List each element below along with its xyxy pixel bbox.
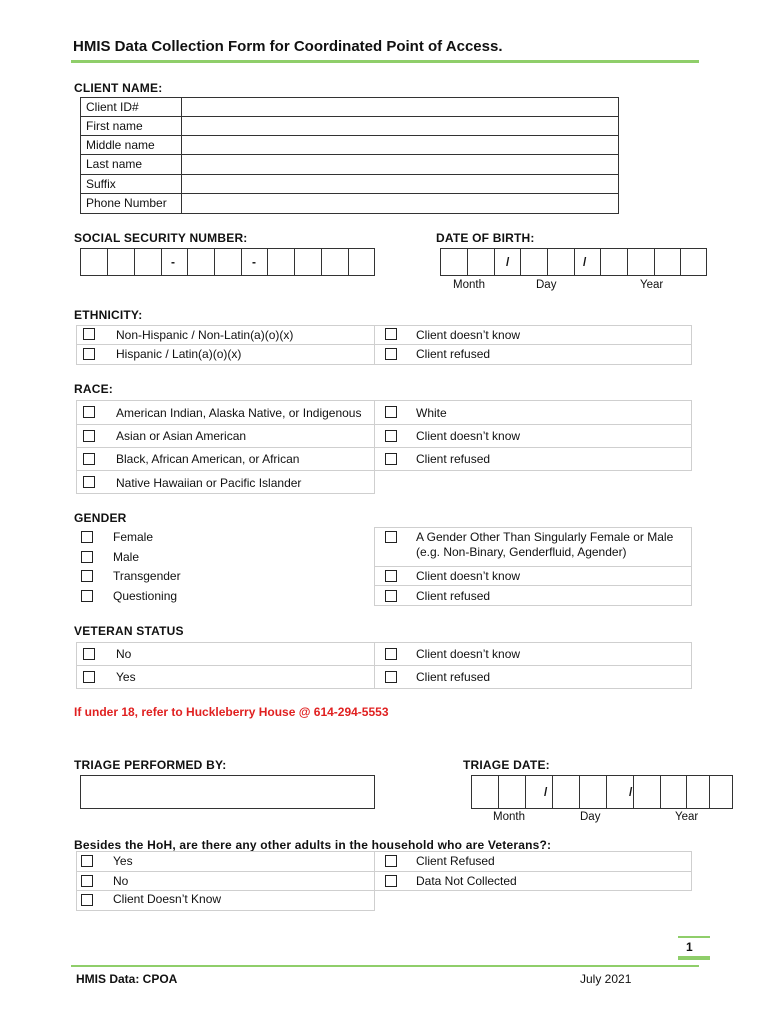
triage-year-caption: Year bbox=[675, 811, 699, 823]
race-black-label: Black, African American, or African bbox=[116, 452, 300, 466]
race-pacific-islander-checkbox[interactable] bbox=[83, 476, 95, 488]
race-american-indian-checkbox[interactable] bbox=[83, 406, 95, 418]
dob-separator-1: / bbox=[506, 255, 510, 269]
page-number: 1 bbox=[686, 940, 693, 954]
veteran-yes-checkbox[interactable] bbox=[83, 671, 95, 683]
race-white-checkbox[interactable] bbox=[385, 406, 397, 418]
gender-other-label: A Gender Other Than Singularly Female or Male bbox=[416, 530, 674, 544]
dob-separator-2: / bbox=[583, 255, 587, 269]
gender-other-checkbox[interactable] bbox=[385, 531, 397, 543]
dob-field[interactable] bbox=[440, 248, 707, 276]
triage-day-caption: Day bbox=[580, 811, 601, 823]
race-black-checkbox[interactable] bbox=[83, 453, 95, 465]
triage-performed-by-field[interactable] bbox=[80, 775, 375, 809]
veteran-refused-checkbox[interactable] bbox=[385, 671, 397, 683]
veteran-no-label: No bbox=[116, 647, 132, 661]
gender-refused-checkbox[interactable] bbox=[385, 590, 397, 602]
triage-date-separator-1: / bbox=[544, 785, 548, 799]
first-name-field[interactable] bbox=[182, 117, 618, 135]
gender-transgender-label: Transgender bbox=[113, 569, 181, 583]
race-doesnt-know-label: Client doesn’t know bbox=[416, 429, 521, 443]
ssn-separator-1: - bbox=[171, 255, 175, 269]
household-no-checkbox[interactable] bbox=[81, 875, 93, 887]
client-id-field[interactable] bbox=[182, 98, 618, 116]
gender-female-checkbox[interactable] bbox=[81, 531, 93, 543]
ssn-field[interactable] bbox=[80, 248, 375, 276]
gender-questioning-checkbox[interactable] bbox=[81, 590, 93, 602]
ethnicity-doesnt-know-label: Client doesn’t know bbox=[416, 328, 521, 342]
phone-number-field[interactable] bbox=[182, 194, 618, 213]
last-name-label: Last name bbox=[86, 157, 143, 171]
veteran-yes-label: Yes bbox=[116, 670, 136, 684]
dob-day-caption: Day bbox=[536, 279, 557, 291]
footer-rule bbox=[71, 965, 699, 967]
ethnicity-refused-label: Client refused bbox=[416, 347, 491, 361]
household-not-collected-checkbox[interactable] bbox=[385, 875, 397, 887]
veteran-no-checkbox[interactable] bbox=[83, 648, 95, 660]
gender-refused-label: Client refused bbox=[416, 589, 491, 603]
gender-male-label: Male bbox=[113, 550, 140, 564]
gender-male-checkbox[interactable] bbox=[81, 551, 93, 563]
ethnicity-refused-checkbox[interactable] bbox=[385, 348, 397, 360]
race-american-indian-label: American Indian, Alaska Native, or Indigenous bbox=[116, 406, 362, 420]
middle-name-label: Middle name bbox=[86, 138, 155, 152]
ethnicity-heading: ETHNICITY: bbox=[74, 308, 143, 322]
ethnicity-hispanic-checkbox[interactable] bbox=[83, 348, 95, 360]
gender-female-label: Female bbox=[113, 530, 154, 544]
title-rule bbox=[71, 60, 699, 63]
household-not-collected-label: Data Not Collected bbox=[416, 874, 517, 888]
ssn-separator-2: - bbox=[252, 255, 256, 269]
gender-doesnt-know-checkbox[interactable] bbox=[385, 570, 397, 582]
gender-doesnt-know-label: Client doesn’t know bbox=[416, 569, 521, 583]
page-number-top-rule bbox=[678, 936, 710, 938]
suffix-label: Suffix bbox=[86, 177, 116, 191]
race-heading: RACE: bbox=[74, 382, 113, 396]
veteran-heading: VETERAN STATUS bbox=[74, 624, 184, 638]
ssn-heading: SOCIAL SECURITY NUMBER: bbox=[74, 231, 248, 245]
race-pacific-islander-label: Native Hawaiian or Pacific Islander bbox=[116, 476, 302, 490]
client-name-table bbox=[80, 97, 619, 214]
race-asian-label: Asian or Asian American bbox=[116, 429, 247, 443]
footer-left-text: HMIS Data: CPOA bbox=[76, 972, 178, 986]
ethnicity-doesnt-know-checkbox[interactable] bbox=[385, 328, 397, 340]
household-no-label: No bbox=[113, 874, 129, 888]
veteran-doesnt-know-checkbox[interactable] bbox=[385, 648, 397, 660]
ethnicity-non-hispanic-label: Non-Hispanic / Non-Latin(a)(o)(x) bbox=[116, 328, 294, 342]
race-white-label: White bbox=[416, 406, 447, 420]
dob-month-caption: Month bbox=[453, 279, 485, 291]
triage-date-field[interactable] bbox=[471, 775, 733, 809]
page-title: HMIS Data Collection Form for Coordinated Point of Access. bbox=[73, 38, 503, 55]
gender-other-examples: (e.g. Non-Binary, Genderfluid, Agender) bbox=[416, 545, 627, 559]
triage-performed-heading: TRIAGE PERFORMED BY: bbox=[74, 758, 227, 772]
veteran-refused-label: Client refused bbox=[416, 670, 491, 684]
race-doesnt-know-checkbox[interactable] bbox=[385, 430, 397, 442]
client-id-label: Client ID# bbox=[86, 100, 139, 114]
gender-transgender-checkbox[interactable] bbox=[81, 570, 93, 582]
phone-number-label: Phone Number bbox=[86, 196, 167, 210]
ethnicity-non-hispanic-checkbox[interactable] bbox=[83, 328, 95, 340]
race-asian-checkbox[interactable] bbox=[83, 430, 95, 442]
household-yes-checkbox[interactable] bbox=[81, 855, 93, 867]
household-refused-checkbox[interactable] bbox=[385, 855, 397, 867]
household-yes-label: Yes bbox=[113, 854, 133, 868]
dob-year-caption: Year bbox=[640, 279, 664, 291]
page-number-bottom-rule bbox=[678, 956, 710, 960]
footer-date: July 2021 bbox=[580, 972, 632, 986]
age-referral-notice: If under 18, refer to Huckleberry House @ 614-294-5553 bbox=[74, 705, 389, 719]
triage-date-heading: TRIAGE DATE: bbox=[463, 758, 550, 772]
race-refused-checkbox[interactable] bbox=[385, 453, 397, 465]
suffix-field[interactable] bbox=[182, 175, 618, 193]
triage-date-separator-2: / bbox=[629, 785, 633, 799]
dob-heading: DATE OF BIRTH: bbox=[436, 231, 535, 245]
ethnicity-hispanic-label: Hispanic / Latin(a)(o)(x) bbox=[116, 347, 242, 361]
gender-questioning-label: Questioning bbox=[113, 589, 178, 603]
race-refused-label: Client refused bbox=[416, 452, 491, 466]
gender-heading: GENDER bbox=[74, 511, 127, 525]
first-name-label: First name bbox=[86, 119, 143, 133]
triage-month-caption: Month bbox=[493, 811, 525, 823]
household-doesnt-know-checkbox[interactable] bbox=[81, 894, 93, 906]
household-refused-label: Client Refused bbox=[416, 854, 495, 868]
household-veterans-question: Besides the HoH, are there any other adults in the household who are Veterans?: bbox=[74, 838, 552, 852]
middle-name-field[interactable] bbox=[182, 136, 618, 154]
household-doesnt-know-label: Client Doesn’t Know bbox=[113, 892, 222, 906]
veteran-doesnt-know-label: Client doesn’t know bbox=[416, 647, 521, 661]
last-name-field[interactable] bbox=[182, 155, 618, 174]
client-name-heading: CLIENT NAME: bbox=[74, 81, 163, 95]
